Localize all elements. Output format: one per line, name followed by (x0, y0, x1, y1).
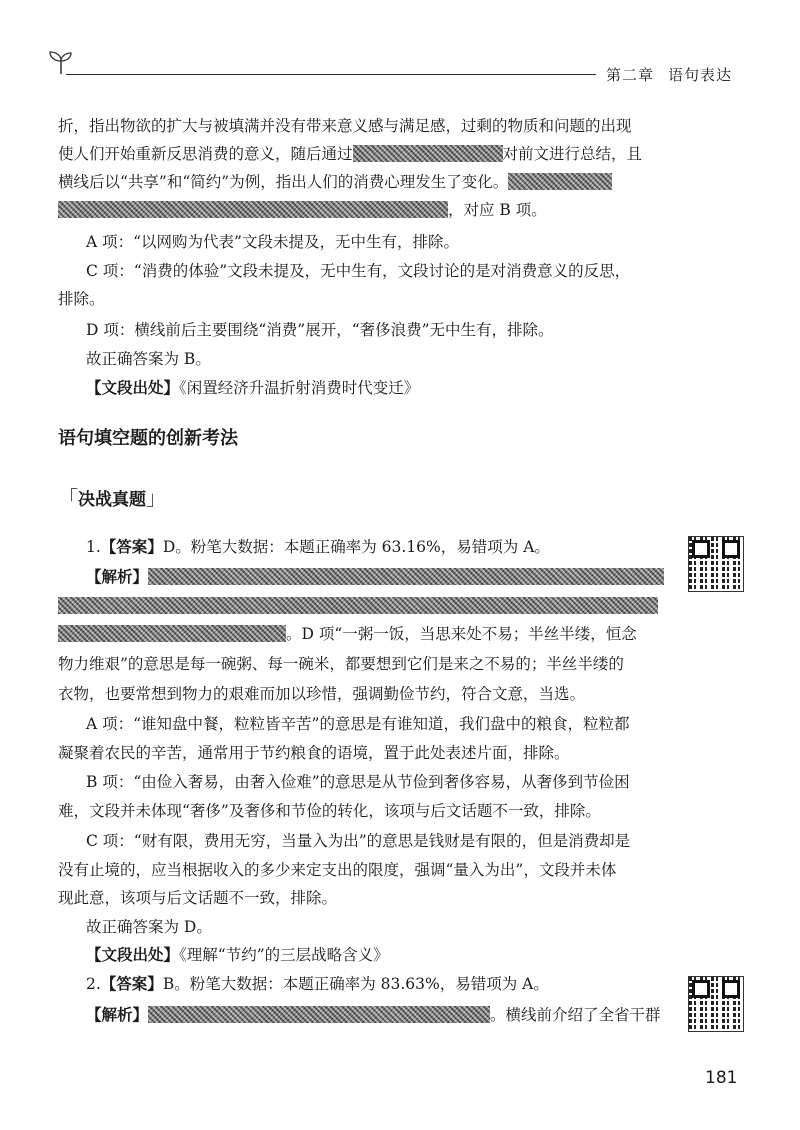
s1-line3 (58, 168, 612, 196)
qr-code-icon (688, 536, 744, 592)
q1-explanation-text: 。D 项“一粥一饭，当思来处不易；半丝半缕，恒念 (286, 625, 637, 643)
redacted-text (148, 568, 664, 585)
explanation-label: 【解析】 (86, 1006, 149, 1024)
chapter-heading (606, 64, 732, 85)
q1-explanation-line5: 衣物，也要常想到物力的艰难而加以珍惜，强调勤俭节约，符合文意，当选。 (58, 685, 586, 703)
q2-explanation-line1 (86, 1001, 661, 1029)
header-rule (66, 74, 596, 75)
source-label: 【文段出处】 (86, 379, 180, 397)
chapter-title: 语句表达 (668, 66, 733, 84)
q2-answer: B。粉笔大数据：本题正确率为 83.63%，易错项为 A。 (162, 975, 549, 993)
q2-answer-line (86, 970, 549, 998)
q1-explanation-line4: 物力维艰”的意思是每一碗粥、每一碗米，都要想到它们是来之不易的；半丝半缕的 (58, 655, 624, 673)
q2-explanation-text: 。横线前介绍了全省干群 (490, 1006, 661, 1024)
section-title: 语句填空题的创新考法 (58, 428, 238, 449)
redacted-text (508, 173, 612, 190)
bracket-open: 「 (58, 486, 78, 510)
decisive-heading (58, 482, 166, 511)
q1-option-a: A 项：“谁知盘中餐，粒粒皆辛苦”的意思是有谁知道，我们盘中的粮食，粒粒都 (86, 715, 630, 733)
sprout-icon (46, 46, 76, 76)
redacted-text (353, 145, 503, 162)
redacted-text (58, 201, 448, 218)
redacted-text (58, 625, 286, 642)
decisive-label: 决战真题 (78, 490, 146, 510)
q1-answer: D。粉笔大数据：本题正确率为 63.16%，易错项为 A。 (162, 538, 550, 556)
source-title: 《理解“节约”的三层战略含义》 (179, 946, 389, 964)
s1-line4-text: ，对应 B 项。 (448, 201, 547, 219)
s1-line3-text: 横线后以“共享”和“简约”为例，指出人们的消费心理发生了变化。 (58, 173, 509, 191)
page-number: 181 (705, 1068, 738, 1088)
bracket-close: 」 (146, 486, 166, 510)
s1-answer: 故正确答案为 B。 (86, 350, 211, 368)
q1-explanation-line1 (86, 563, 664, 591)
chapter-number: 第二章 (606, 66, 655, 84)
s1-option-d: D 项：横线前后主要围绕“消费”展开，“奢侈浪费”无中生有，排除。 (86, 321, 554, 339)
q1-final-answer: 故正确答案为 D。 (86, 918, 212, 936)
s1-source (86, 374, 419, 402)
explanation-label: 【解析】 (86, 568, 149, 586)
s1-line1: 折，指出物欲的扩大与被填满并没有带来意义感与满足感，过剩的物质和问题的出现 (58, 117, 632, 135)
answer-label: 【答案】 (100, 538, 163, 556)
redacted-text (58, 597, 658, 614)
q1-option-b-cont: 难，文段并未体现“奢侈”及奢侈和节俭的转化，该项与后文话题不一致，排除。 (58, 802, 601, 820)
redacted-text (148, 1006, 490, 1023)
q2-number: 2. (86, 975, 101, 993)
s1-option-c-cont: 排除。 (58, 290, 105, 308)
q1-answer-line (86, 533, 550, 561)
source-label: 【文段出处】 (86, 946, 180, 964)
source-title: 《闲置经济升温折射消费时代变迁》 (179, 379, 420, 397)
q1-option-c-cont1: 没有止境的，应当根据收入的多少来定支出的限度，强调“量入为出”，文段并未体 (58, 861, 617, 879)
q1-option-a-cont: 凝聚着农民的辛苦，通常用于节约粮食的语境，置于此处表述片面，排除。 (58, 744, 570, 762)
s1-option-a: A 项：“以网购为代表”文段未提及，无中生有，排除。 (86, 233, 459, 251)
s1-option-c: C 项：“消费的体验”文段未提及，无中生有，文段讨论的是对消费意义的反思， (86, 262, 631, 280)
s1-line2-text: 使人们开始重新反思消费的意义，随后通过 (58, 145, 353, 163)
q1-explanation-line3 (58, 620, 637, 648)
qr-code-icon (688, 976, 744, 1032)
q1-option-b: B 项：“由俭入奢易，由奢入俭难”的意思是从节俭到奢侈容易，从奢侈到节俭困 (86, 773, 630, 791)
q1-source (86, 941, 389, 969)
s1-line4 (58, 196, 547, 224)
q1-number: 1. (86, 538, 101, 556)
q1-option-c-cont2: 现此意，该项与后文话题不一致，排除。 (58, 889, 338, 907)
page-header (0, 0, 800, 100)
q1-explanation-line2 (58, 592, 658, 620)
s1-line2-tail: 对前文进行总结，且 (502, 145, 643, 163)
s1-line2 (58, 140, 642, 168)
q1-option-c: C 项：“财有限，费用无穷，当量入为出”的意思是钱财是有限的，但是消费却是 (86, 832, 631, 850)
answer-label: 【答案】 (100, 975, 163, 993)
